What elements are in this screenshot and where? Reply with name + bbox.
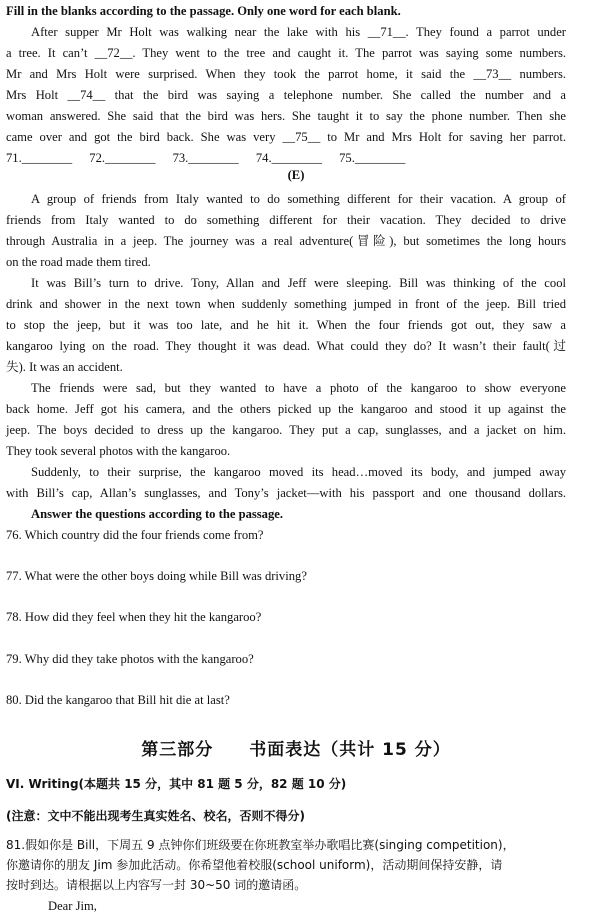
cloze-line-3: Mr and Mrs Holt were surprised. When they took the parrot home, it said the __73__ numbers.: [6, 67, 566, 81]
question-77: 77. What were the other boys doing while Bill was driving?: [6, 569, 307, 583]
passage-line-10: The friends were sad, but they wanted to have a photo of the kangaroo to show everyone: [31, 381, 566, 395]
passage-line-14: Suddenly, to their surprise, the kangaroo moved its head…moved its body, and jumped away: [31, 465, 566, 479]
task-line-1: 81.假如你是 Bill，下周五 9 点钟你们班级要在你班教室举办歌唱比赛(singing competition)，: [6, 838, 515, 852]
answer-blank-71[interactable]: 71.________: [6, 151, 73, 165]
passage-line-13: They took several photos with the kangaroo.: [6, 444, 231, 458]
question-78: 78. How did they feel when they hit the kangaroo?: [6, 610, 262, 624]
passage-line-3: through Australia in a jeep. The journey was a real adventure(冒险), but sometimes the long hours: [6, 234, 566, 248]
cloze-line-5: woman answered. She said that the bird was hers. She taught it to say the phone number. Then she: [6, 109, 566, 123]
questions-heading: Answer the questions according to the passage.: [31, 507, 283, 521]
question-80: 80. Did the kangaroo that Bill hit die at last?: [6, 693, 230, 707]
cloze-line-4: Mrs Holt __74__ that the bird was saying a telephone number. She called the number and a: [6, 88, 566, 102]
passage-line-5: It was Bill’s turn to drive. Tony, Allan and Jeff were sleeping. Bill was thinking of the cool: [31, 276, 566, 290]
passage-line-15: with Bill’s cap, Allan’s sunglasses, and Tony’s jacket—with his passport and one thousand dollars.: [6, 486, 566, 500]
passage-line-2: friends from Italy wanted to do something different for their vacation. They decided to drive: [6, 213, 566, 227]
task-line-2: 你邀请你的朋友 Jim 参加此活动。你希望他着校服(school uniform)，活动期间保持安静，请: [6, 858, 503, 872]
part-three-title: 第三部分 书面表达（共计 15 分）: [141, 740, 451, 760]
passage-line-11: back home. Jeff got his camera, and the others picked up the kangaroo and stood it up against the: [6, 402, 566, 416]
cloze-line-2: a tree. It can’t __72__. They went to the tree and caught it. The parrot was saying some numbers.: [6, 46, 566, 60]
passage-line-7: to stop the jeep, but it was too late, and he hit it. When the four friends got out, they saw a: [6, 318, 566, 332]
passage-line-6: drink and shower in the next town when suddenly something jumped in front of the jeep. Bill tried: [6, 297, 566, 311]
section-label-e: (E): [287, 168, 305, 182]
writing-note: (注意：文中不能出现考生真实姓名、校名，否则不得分): [6, 809, 305, 823]
answer-blanks-row: [6, 148, 566, 169]
cloze-line-1: After supper Mr Holt was walking near the lake with his __71__. They found a parrot under: [31, 25, 566, 39]
question-79: 79. Why did they take photos with the kangaroo?: [6, 652, 254, 666]
answer-blank-74[interactable]: 74.________: [255, 151, 322, 165]
answer-blank-75[interactable]: 75.________: [339, 151, 406, 165]
passage-line-9: 失). It was an accident.: [6, 360, 123, 374]
task-line-3: 按时到达。请根据以上内容写一封 30~50 词的邀请函。: [6, 878, 307, 892]
question-76: 76. Which country did the four friends come from?: [6, 528, 264, 542]
answer-blank-72[interactable]: 72.________: [89, 151, 156, 165]
answer-blank-73[interactable]: 73.________: [172, 151, 239, 165]
passage-line-12: jeep. The boys decided to dress up the kangaroo. They put a cap, sunglasses, and a jacket on him.: [6, 423, 566, 437]
passage-line-4: on the road made them tired.: [6, 255, 151, 269]
letter-salutation: Dear Jim,: [48, 899, 97, 913]
cloze-line-6: came over and got the bird back. She was very __75__ to Mr and Mrs Holt for saving her parrot.: [6, 130, 566, 144]
writing-heading: VI. Writing(本题共 15 分，其中 81 题 5 分，82 题 10 分): [6, 777, 347, 791]
passage-line-1: A group of friends from Italy wanted to do something different for their vacation. A group of: [31, 192, 566, 206]
passage-line-8: kangaroo lying on the road. They thought it was dead. What could they do? It wasn’t their fault(过: [6, 339, 566, 353]
cloze-heading: Fill in the blanks according to the passage. Only one word for each blank.: [6, 4, 401, 18]
